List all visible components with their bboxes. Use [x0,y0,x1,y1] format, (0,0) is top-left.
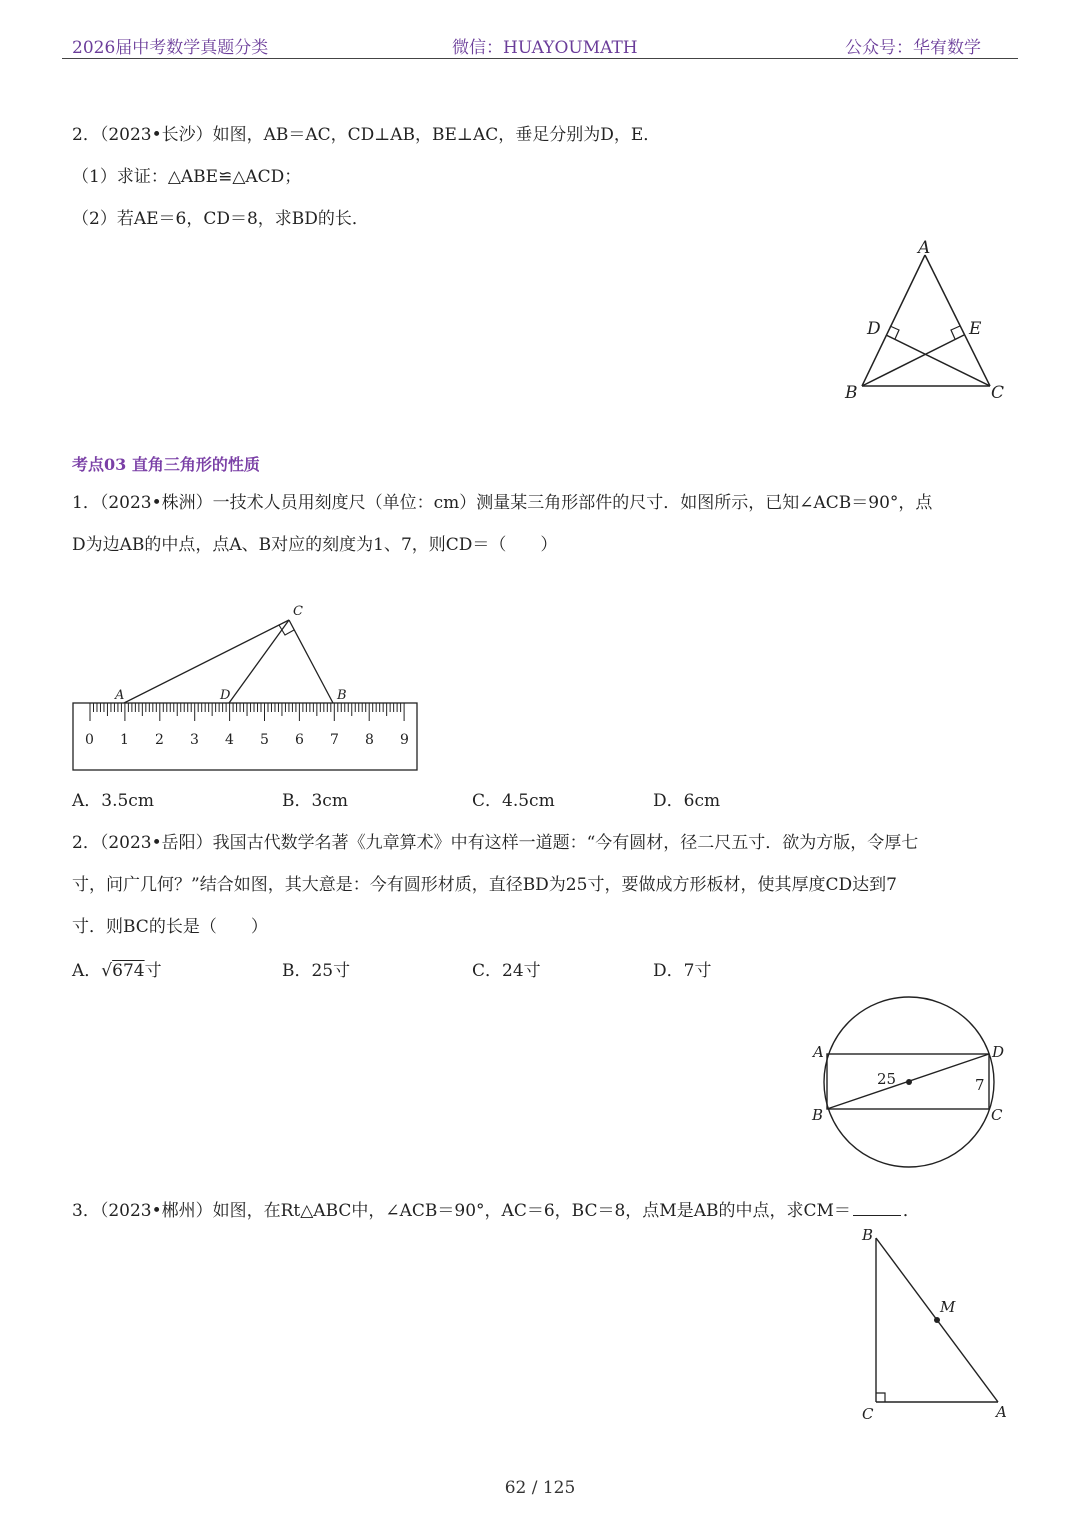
q-yueyang-option-a[interactable] [72,956,162,981]
label-d: D [220,688,231,703]
ruler-num: 8 [365,732,374,748]
q-zhuzhou-option-a[interactable]: A．3.5cm [72,791,154,811]
label-c: C [991,383,1005,403]
ruler-num: 2 [155,732,164,748]
segment-be [862,335,964,386]
label-e: E [969,319,982,339]
header-rule [62,58,1018,59]
option-a-suffix: 寸 [144,961,162,981]
segment-cd [886,335,990,386]
label-diameter: 25 [877,1070,897,1088]
label-d: D [992,1043,1005,1061]
sqrt-symbol: √ [101,961,113,981]
header-right: 公众号：华宥数学 [845,38,981,58]
ruler-num: 4 [225,732,234,748]
label-thickness: 7 [975,1076,985,1094]
header-center: 微信：HUAYOUMATH [452,38,638,58]
label-b: B [845,383,858,403]
label-b: B [862,1226,874,1244]
q-zhuzhou-line2: D为边AB的中点，点A、B对应的刻度为1、7，则CD＝（ ） [72,535,558,555]
label-c: C [293,604,303,619]
segment-cb [289,620,333,703]
segment-ac [124,620,289,703]
label-m: M [940,1298,956,1316]
ruler-num: 0 [85,732,94,748]
label-b: B [812,1106,824,1124]
ruler-ticks [90,703,404,721]
q-zhuzhou-option-b[interactable]: B．3cm [282,791,348,811]
figure-isosceles-triangle [840,232,1020,407]
page-number: 62 / 125 [504,1478,576,1498]
q-chenzhou-end: ． [902,1201,920,1221]
segment-cd [229,620,289,703]
q-yueyang-option-b[interactable]: B．25寸 [282,961,351,981]
label-b: B [337,688,347,703]
label-a: A [918,238,931,258]
center-dot [906,1079,912,1085]
q-yueyang-option-d[interactable]: D．7寸 [653,961,712,981]
q-chenzhou [72,1196,920,1221]
ruler-num: 9 [400,732,409,748]
section-title: 考点03 直角三角形的性质 [72,455,260,474]
right-angle-mark-c [876,1393,885,1402]
label-d: D [867,319,881,339]
option-a-prefix: A． [72,961,102,981]
ruler-num: 1 [120,732,129,748]
q-yueyang-line3: 寸．则BC的长是（ ） [72,917,268,937]
q-chenzhou-text: 3．（2023•郴州）如图，在Rt△ABC中，∠ACB＝90°，AC＝6，BC＝8，点M是AB的中点，求CM＝ [72,1201,851,1221]
ruler-num: 6 [295,732,304,748]
q-zhuzhou-option-d[interactable]: D．6cm [653,791,721,811]
q-changsha-stem: 2．（2023•长沙）如图，AB＝AC，CD⊥AB，BE⊥AC，垂足分别为D，E． [72,125,661,145]
q-changsha-part1: （1）求证：△ABE≌△ACD； [72,167,302,187]
q-changsha-part2: （2）若AE＝6，CD＝8，求BD的长． [72,209,369,229]
midpoint-m [934,1317,940,1323]
figure-right-triangle [855,1222,1020,1427]
q-yueyang-line1: 2．（2023•岳阳）我国古代数学名著《九章算术》中有这样一道题：“今有圆材，径二尺五寸．欲为方版，令厚七 [72,833,919,853]
label-c: C [991,1106,1003,1124]
ruler-num: 5 [260,732,269,748]
figure-ruler-triangle [65,598,425,776]
figure-circle-rectangle [805,990,1020,1175]
answer-blank[interactable] [853,1215,901,1216]
label-a: A [996,1403,1007,1421]
ruler-num: 3 [190,732,199,748]
label-a: A [813,1043,824,1061]
label-a: A [115,688,125,703]
q-yueyang-option-c[interactable]: C．24寸 [472,961,541,981]
ruler-num: 7 [330,732,339,748]
label-c: C [862,1405,874,1423]
q-zhuzhou-option-c[interactable]: C．4.5cm [472,791,555,811]
q-yueyang-line2: 寸，问广几何？”结合如图，其大意是：今有圆形材质，直径BD为25寸，要做成方形板材，使其厚度CD达到7 [72,875,897,895]
header-left: 2026届中考数学真题分类 [72,38,269,58]
q-zhuzhou-line1: 1．（2023•株洲）一技术人员用刻度尺（单位：cm）测量某三角形部件的尺寸．如图所示，已知∠ACB＝90°，点 [72,493,933,513]
option-a-radicand: 674 [112,961,145,981]
